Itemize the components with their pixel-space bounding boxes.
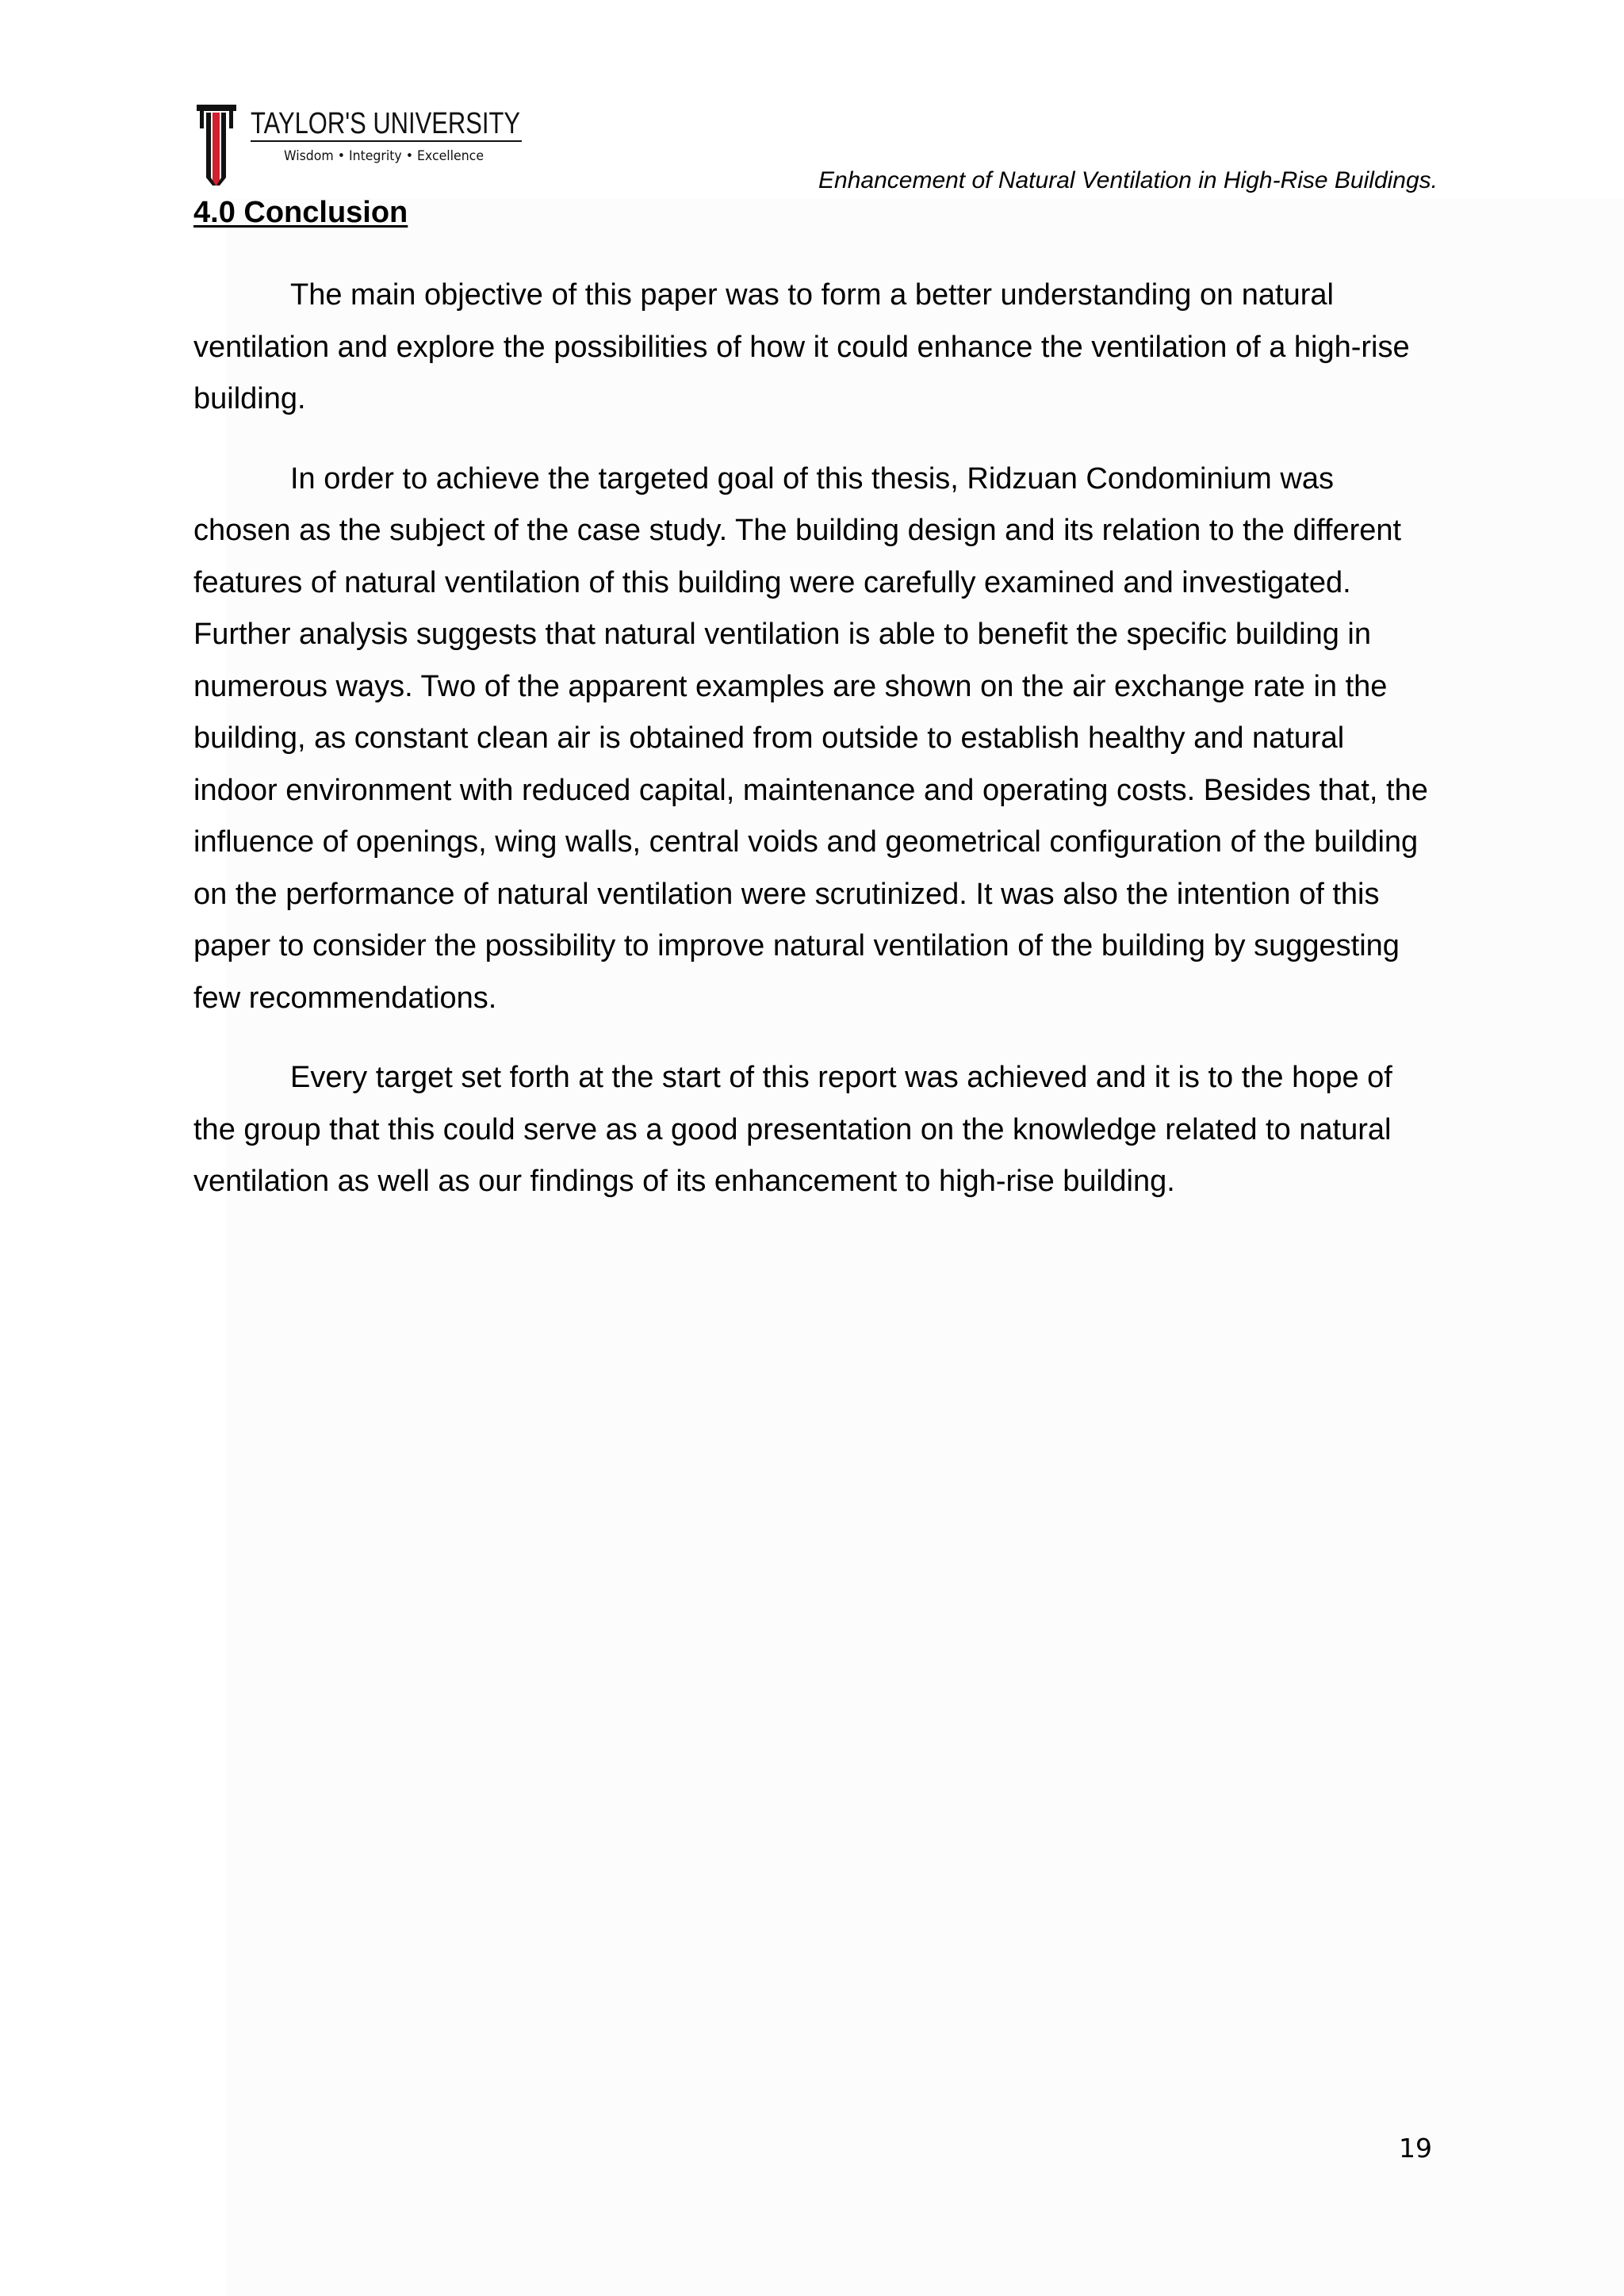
paragraph: Every target set forth at the start of this report was achieved and it is to the hope of the group that this could serve as a good presentation on the knowledge related to natural ventilation as well as our findings of its enhancement to high-rise building. — [193, 1061, 1392, 1198]
svg-text:Wisdom • Integrity • Excellenc: Wisdom • Integrity • Excellence — [284, 148, 484, 164]
page-number: 19 — [1399, 2133, 1432, 2164]
university-logo — [195, 100, 528, 189]
svg-text:TAYLOR'S UNIVERSITY: TAYLOR'S UNIVERSITY — [251, 107, 520, 140]
running-header: Enhancement of Natural Ventilation in High-Rise Buildings. — [818, 167, 1438, 193]
section-heading: 4.0 Conclusion — [193, 196, 408, 229]
paragraph: In order to achieve the targeted goal of this thesis, Ridzuan Condominium was chosen as the subject of the case study. The building design and its relation to the different features of natural ventilation of this building were carefully examined and investigated. Further analysis suggests that natural ventilation is able to benefit the specific building in numerous ways. Two of the apparent examples are shown on the air exchange rate in the building, as constant clean air is obtained from outside to establish healthy and natural indoor environment with reduced capital, maintenance and operating costs. Besides that, the influence of openings, wing walls, central voids and geometrical configuration of the building on the performance of natural ventilation were scrutinized. It was also the intention of this paper to consider the possibility to improve natural ventilation of the building by suggesting few recommendations. — [193, 461, 1428, 1015]
paragraph: The main objective of this paper was to form a better understanding on natural ventilation and explore the possibilities of how it could enhance the ventilation of a high-rise building. — [193, 278, 1410, 415]
body-text — [193, 270, 1431, 1236]
logo-emblem-icon — [197, 105, 236, 186]
